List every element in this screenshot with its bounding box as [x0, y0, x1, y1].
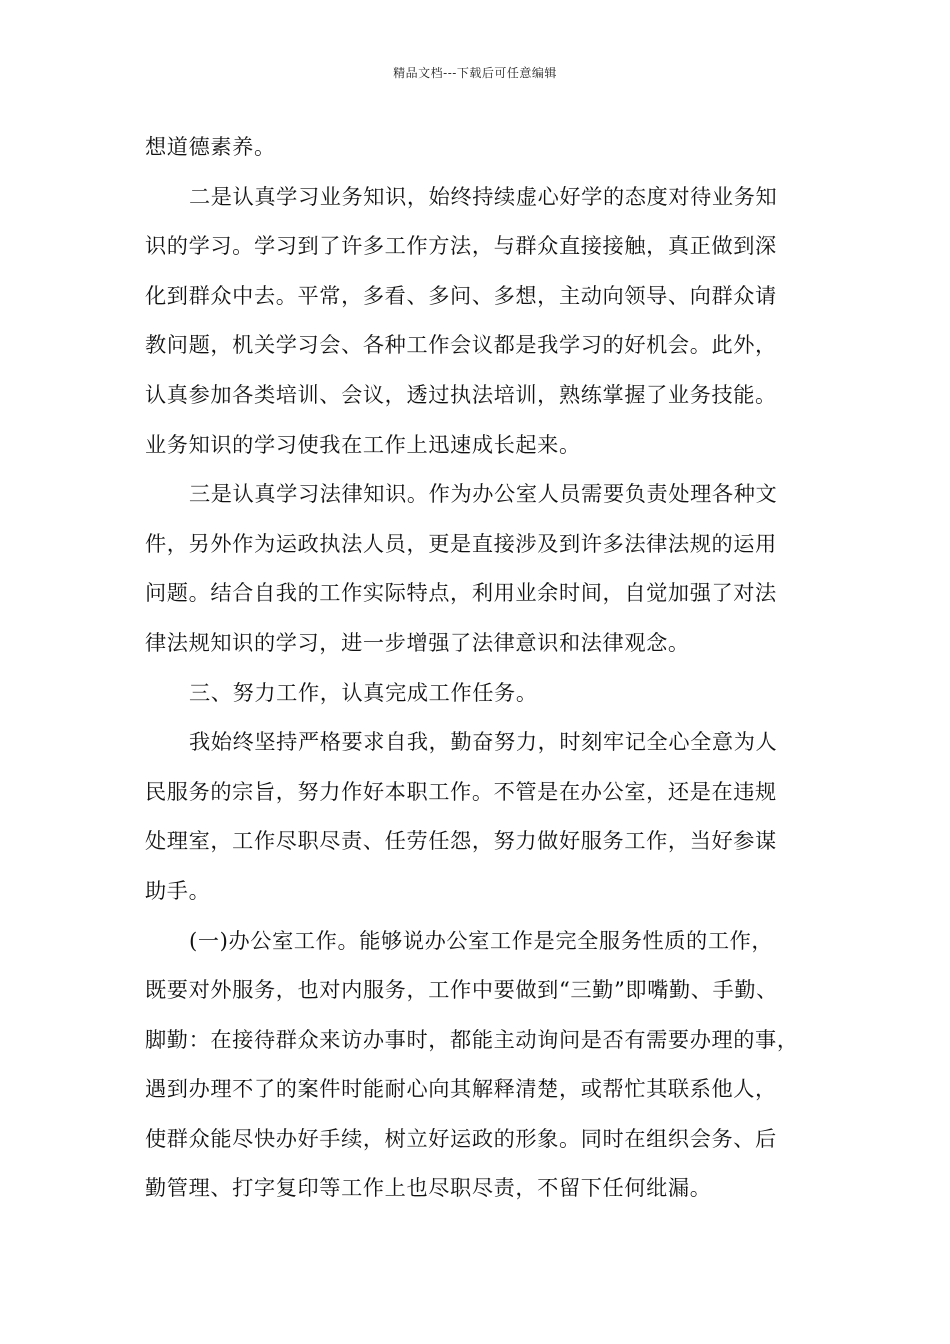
text-line: 教问题，机关学习会、各种工作会议都是我学习的好机会。此外， — [145, 332, 777, 358]
text-line: 助手。 — [145, 877, 211, 903]
document-body — [145, 132, 817, 1223]
paragraph-start-line: 我始终坚持严格要求自我，勤奋努力，时刻牢记全心全意为人 — [189, 729, 778, 755]
paragraph-start-line: (一)办公室工作。能够说办公室工作是完全服务性质的工作， — [189, 927, 774, 953]
text-line: 化到群众中去。平常，多看、多问、多想，主动向领导、向群众请 — [145, 282, 777, 308]
paragraph-start-line: 三是认真学习法律知识。作为办公室人员需要负责处理各种文 — [189, 481, 778, 507]
text-line: 识的学习。学习到了许多工作方法，与群众直接接触，真正做到深 — [145, 233, 777, 259]
text-line: 勤管理、打字复印等工作上也尽职尽责，不留下任何纰漏。 — [145, 1175, 712, 1201]
text-line: 遇到办理不了的案件时能耐心向其解释清楚，或帮忙其联系他人， — [145, 1076, 777, 1102]
text-line: 使群众能尽快办好手续，树立好运政的形象。同时在组织会务、后 — [145, 1125, 777, 1151]
text-line: 民服务的宗旨，努力作好本职工作。不管是在办公室，还是在违规 — [145, 778, 777, 804]
page-header: 精品文档---下载后可任意编辑 — [393, 66, 557, 80]
paragraph-start-line: 二是认真学习业务知识，始终持续虚心好学的态度对待业务知 — [189, 183, 778, 209]
section-heading: 三、努力工作，认真完成工作任务。 — [189, 679, 538, 705]
text-line: 认真参加各类培训、会议，透过执法培训，熟练掌握了业务技能。 — [145, 381, 777, 407]
text-line: 问题。结合自我的工作实际特点，利用业余时间，自觉加强了对法 — [145, 580, 777, 606]
text-line: 律法规知识的学习，进一步增强了法律意识和法律观念。 — [145, 629, 690, 655]
text-line: 件，另外作为运政执法人员，更是直接涉及到许多法律法规的运用 — [145, 530, 777, 556]
text-line: 处理室，工作尽职尽责、任劳任怨，努力做好服务工作，当好参谋 — [145, 828, 777, 854]
text-line: 既要对外服务，也对内服务，工作中要做到“三勤”即嘴勤、手勤、 — [145, 977, 778, 1003]
text-line: 业务知识的学习使我在工作上迅速成长起来。 — [145, 431, 581, 457]
text-line: 想道德素养。 — [145, 134, 276, 159]
text-line: 脚勤：在接待群众来访办事时，都能主动询问是否有需要办理的事， — [145, 1026, 799, 1052]
